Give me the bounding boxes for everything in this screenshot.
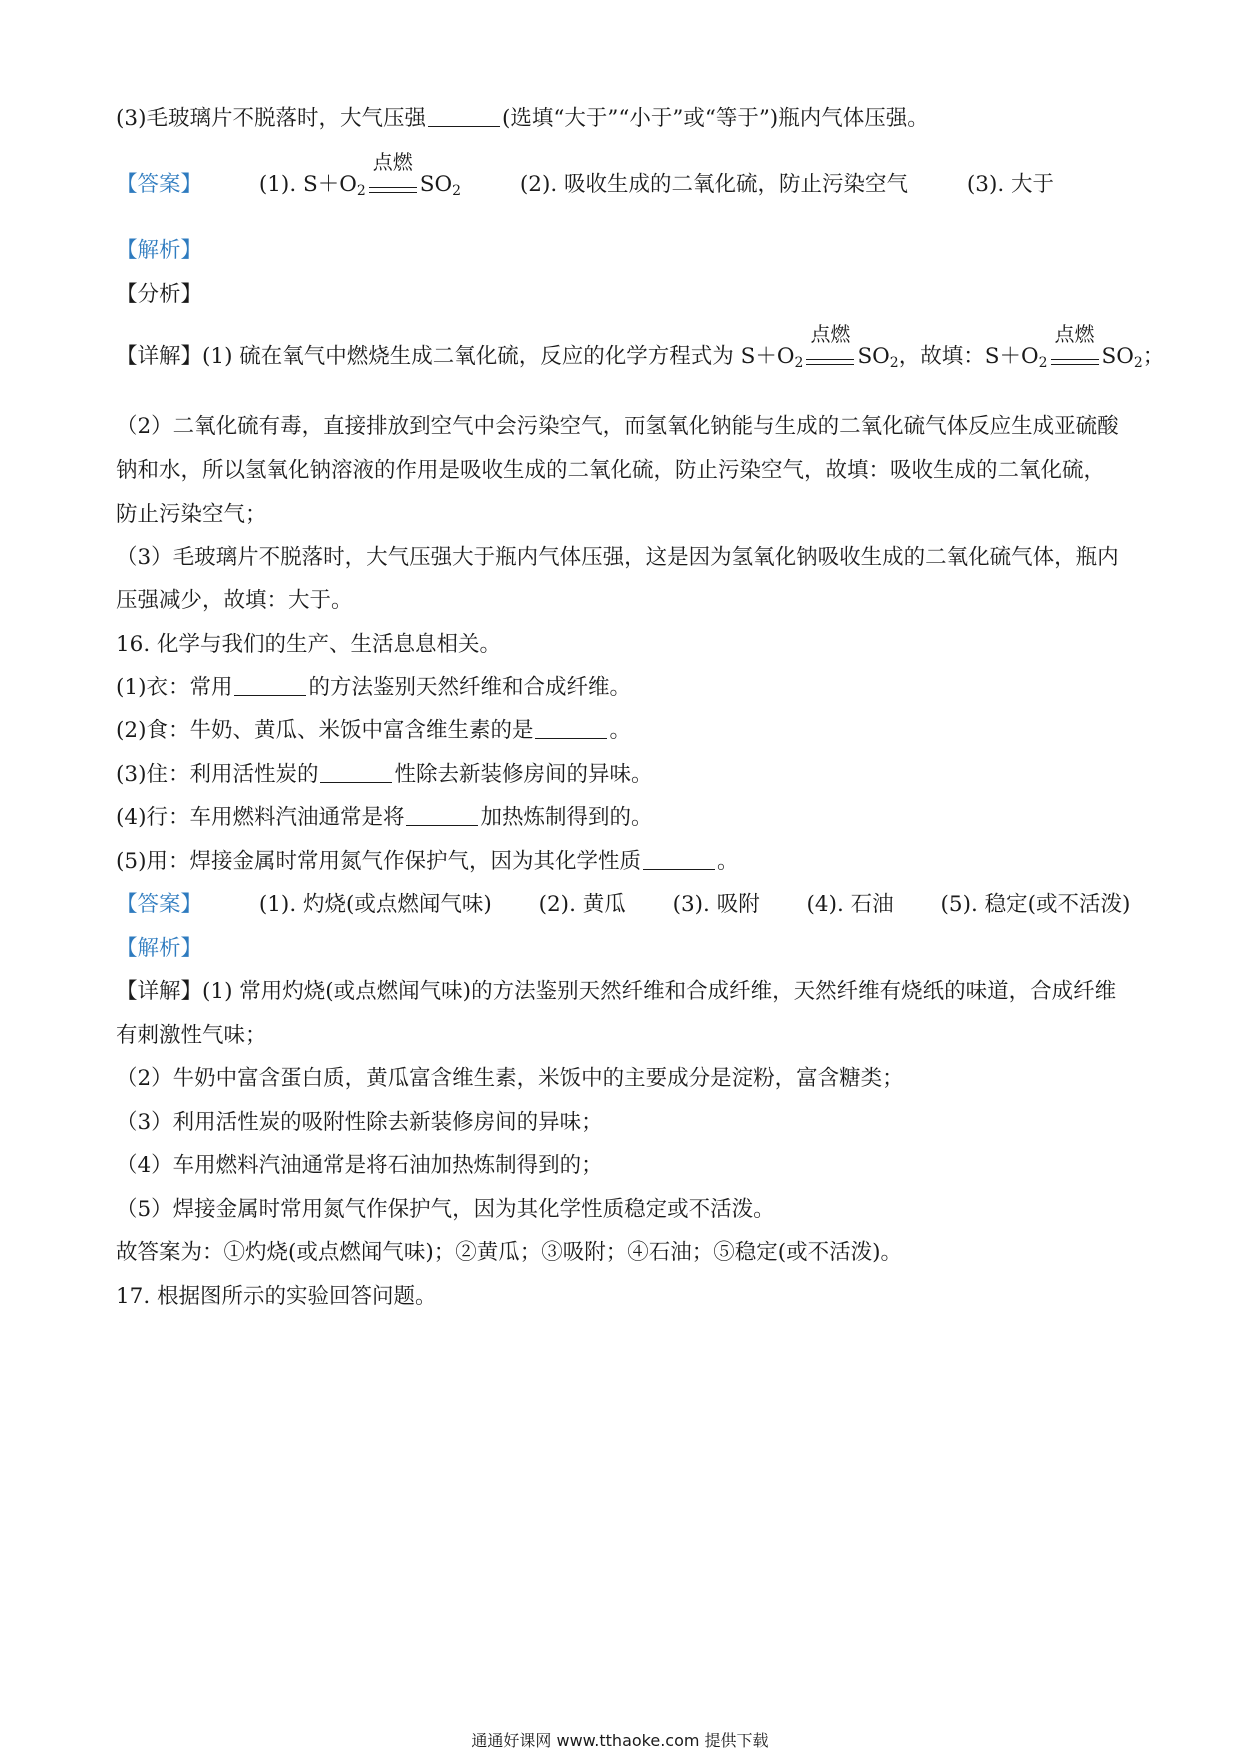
q15-part3-text-end: (选填“大于”“小于”或“等于”)瓶内气体压强。 (501, 106, 929, 131)
detail-label: 【详解】 (116, 344, 203, 369)
q15-detail-1 (116, 322, 1165, 372)
q16-answer (116, 890, 1136, 920)
question-text-end: 。 (716, 849, 739, 874)
eq-reactants: S＋O (984, 344, 1039, 369)
double-line (369, 187, 417, 193)
q16-part5 (116, 847, 1136, 877)
answer-option-2: (2). 黄瓜 (538, 892, 626, 917)
eq-product: SO (857, 344, 890, 369)
eq-subscript: 2 (1038, 355, 1048, 371)
eq-subscript: 2 (1133, 355, 1143, 371)
answer-option-3: (3). 大于 (966, 172, 1054, 197)
answer-label: 【答案】 (116, 172, 203, 197)
q15-part3 (116, 104, 1136, 134)
eq-subscript: 2 (889, 355, 899, 371)
eq-product: SO (1101, 344, 1134, 369)
eq-subscript: 2 (452, 183, 462, 199)
question-text: (2)食：牛奶、黄瓜、米饭中富含维生素的是 (116, 718, 534, 743)
answer-label: 【答案】 (116, 892, 203, 917)
q16-detail-1-line-1: 【详解】(1) 常用灼烧(或点燃闻气味)的方法鉴别天然纤维和合成纤维，天然纤维有烧纸的味道，合成纤维 (116, 979, 1117, 1004)
double-line (806, 359, 854, 365)
double-line (1051, 359, 1099, 365)
eq-reactants: S＋O (303, 172, 357, 197)
fenxi-label: 【分析】 (116, 282, 203, 307)
q16-detail-4: （4）车用燃料汽油通常是将石油加热炼制得到的； (116, 1153, 603, 1178)
jiexi-label: 【解析】 (116, 238, 203, 263)
q16-detail-1-line-2: 有刺激性气味； (116, 1023, 267, 1048)
detail-text: ，故填： (898, 344, 985, 369)
q15-detail-3-line-2: 压强减少，故填：大于。 (116, 588, 353, 613)
reaction-condition (806, 322, 854, 372)
answer-option-3: (3). 吸附 (672, 892, 760, 917)
page-footer: 通通好课网 www.tthaoke.com 提供下载 (471, 1731, 769, 1750)
eq-product: SO (419, 172, 453, 197)
q16-detail-5: （5）焊接金属时常用氮气作保护气，因为其化学性质稳定或不活泼。 (116, 1197, 775, 1222)
q15-answer (116, 150, 1136, 200)
eq-reactants: S＋O (740, 344, 795, 369)
question-text-end: 。 (609, 718, 631, 743)
reaction-condition (369, 150, 417, 200)
question-text-end: 加热炼制得到的。 (480, 805, 653, 830)
question-text: (3)住：利用活性炭的 (116, 762, 319, 787)
answer-blank (406, 805, 478, 826)
q16-part1 (116, 673, 1136, 703)
answer-option-2: (2). 吸收生成的二氧化硫，防止污染空气 (519, 172, 909, 197)
answer-option-4: (4). 石油 (806, 892, 894, 917)
answer-blank (320, 762, 392, 783)
question-text-end: 性除去新装修房间的异味。 (394, 762, 653, 787)
q16-part4 (116, 803, 1136, 833)
q17-title: 17. 根据图所示的实验回答问题。 (116, 1284, 437, 1309)
question-text: (1)衣：常用 (116, 675, 233, 700)
q16-part3 (116, 760, 1136, 790)
q15-detail-2-line-1: （2）二氧化硫有毒，直接排放到空气中会污染空气，而氢氧化钠能与生成的二氧化硫气体反应生成亚硫酸 (116, 414, 1119, 439)
q16-summary: 故答案为：①灼烧(或点燃闻气味)；②黄瓜；③吸附；④石油；⑤稳定(或不活泼)。 (116, 1240, 903, 1265)
eq-subscript: 2 (356, 183, 366, 199)
jiexi-label: 【解析】 (116, 936, 203, 961)
q16-part2 (116, 716, 1136, 746)
answer-option-5: (5). 稳定(或不活泼) (940, 892, 1131, 917)
answer-option-1 (258, 150, 462, 200)
question-text: (5)用：焊接金属时常用氮气作保护气，因为其化学性质 (116, 849, 641, 874)
condition-text: 点燃 (372, 150, 413, 174)
answer-blank (643, 849, 715, 870)
option-number: (1). (258, 172, 297, 197)
condition-text: 点燃 (810, 322, 851, 346)
eq-subscript: 2 (794, 355, 804, 371)
condition-text: 点燃 (1054, 322, 1095, 346)
q16-detail-3: （3）利用活性炭的吸附性除去新装修房间的异味； (116, 1110, 603, 1135)
answer-blank (535, 718, 607, 739)
detail-text: ； (1142, 344, 1165, 369)
q15-detail-3-line-1: （3）毛玻璃片不脱落时，大气压强大于瓶内气体压强，这是因为氢氧化钠吸收生成的二氧化硫气体，瓶内 (116, 545, 1119, 570)
reaction-condition (1051, 322, 1099, 372)
question-text-end: 的方法鉴别天然纤维和合成纤维。 (308, 675, 631, 700)
q15-detail-2-line-3: 防止污染空气； (116, 502, 267, 527)
q15-part3-text: (3)毛玻璃片不脱落时，大气压强 (116, 106, 426, 131)
q15-detail-2-line-2: 钠和水，所以氢氧化钠溶液的作用是吸收生成的二氧化硫，防止污染空气，故填：吸收生成的二氧化硫， (116, 458, 1106, 483)
answer-blank (428, 106, 500, 127)
answer-blank (234, 675, 306, 696)
question-text: (4)行：车用燃料汽油通常是将 (116, 805, 405, 830)
q16-detail-2: （2）牛奶中富含蛋白质，黄瓜富含维生素，米饭中的主要成分是淀粉，富含糖类； (116, 1066, 904, 1091)
answer-option-1: (1). 灼烧(或点燃闻气味) (258, 892, 492, 917)
detail-text: (1) 硫在氧气中燃烧生成二氧化硫，反应的化学方程式为 (202, 344, 741, 369)
q16-title: 16. 化学与我们的生产、生活息息相关。 (116, 632, 502, 657)
